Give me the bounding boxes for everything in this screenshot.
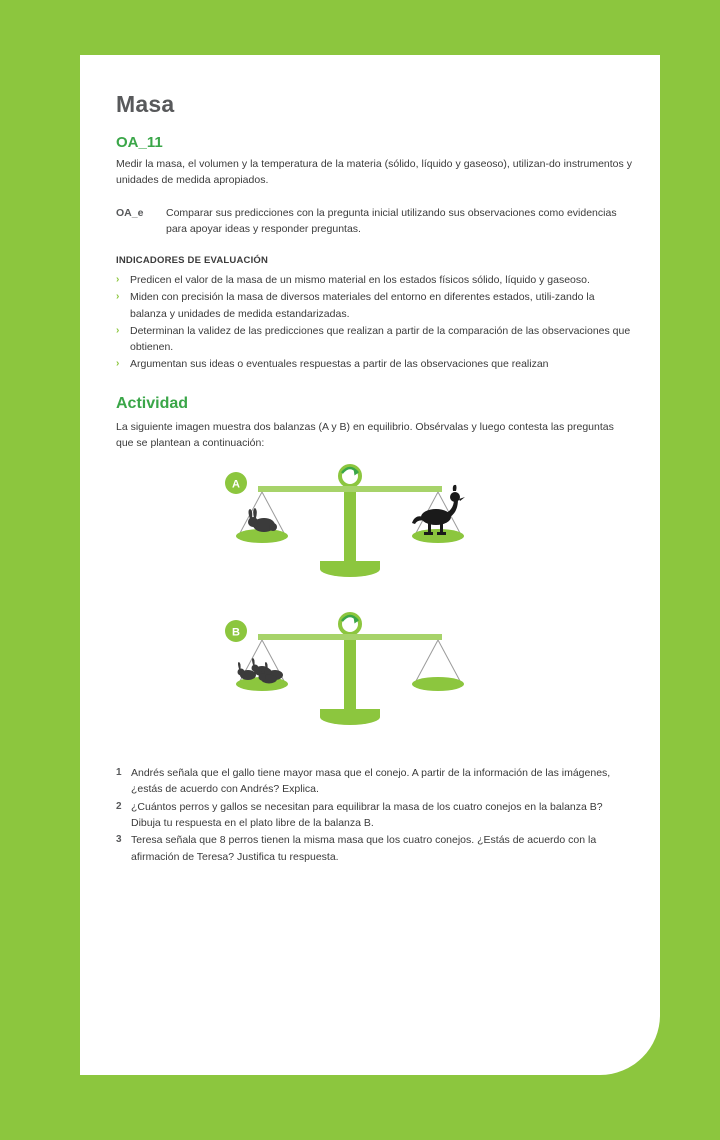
list-item: [116, 356, 632, 372]
balance-b-column: [344, 640, 356, 714]
questions-list: [116, 765, 632, 865]
indicators-title: INDICADORES DE EVALUACIÓN: [116, 255, 269, 267]
balance-b: [225, 614, 464, 725]
balance-a: [225, 466, 465, 577]
list-item: [116, 765, 632, 798]
balances-figure: [116, 461, 632, 751]
balance-b-label: B: [232, 626, 240, 639]
activity-intro: La siguiente imagen muestra dos balanzas (A y B) en equilibrio. Obsérvalas y luego contesta las preguntas que se plantean a continuación:: [116, 420, 614, 449]
oae-row: [116, 205, 632, 238]
indicator-text: Miden con precisión la masa de diversos materiales del entorno en diferentes estados, utili-zando la balanza y unidades de medida estandarizadas.: [130, 291, 595, 320]
balance-a-pan-right: [412, 529, 464, 543]
balance-a-beam: [258, 486, 442, 492]
list-item: [116, 272, 632, 288]
chevron-right-icon: ›: [116, 324, 120, 336]
indicator-text: Determinan la validez de las predicciones que realizan a partir de la comparación de las observaciones que obtienen.: [130, 324, 631, 354]
chevron-right-icon: ›: [116, 274, 120, 286]
question-number: 2: [116, 800, 122, 812]
indicator-text: Predicen el valor de la masa de un mismo material en los estados físicos sólido, líquido y gaseoso.: [130, 274, 590, 287]
balance-b-string-right-1: [416, 640, 438, 681]
balances-illustration: [174, 461, 574, 751]
list-item: [116, 323, 632, 356]
balance-b-beam: [258, 634, 442, 640]
page-title: Masa: [116, 91, 175, 117]
balance-b-string-right-2: [438, 640, 460, 681]
balance-a-label: A: [232, 478, 240, 491]
oae-description: Comparar sus predicciones con la pregunta inicial utilizando sus observaciones como evidencias para apoyar ideas y responder preguntas.: [166, 206, 617, 235]
balance-b-base-plate: [320, 709, 380, 717]
oae-code: OA_e: [116, 206, 144, 219]
question-number: 3: [116, 834, 122, 846]
indicator-text: Argumentan sus ideas o eventuales respuestas a partir de las observaciones que realizan: [130, 358, 549, 371]
chevron-right-icon: ›: [116, 291, 120, 303]
balance-a-column: [344, 492, 356, 566]
question-number: 1: [116, 767, 122, 779]
question-text: Teresa señala que 8 perros tienen la misma masa que los cuatro conejos. ¿Estás de acuerdo con la afirmación de Teresa? Justifica tu respuesta.: [131, 834, 597, 863]
balance-a-base-plate: [320, 561, 380, 569]
oa-code: OA_11: [116, 134, 163, 151]
activity-title: Actividad: [116, 394, 189, 412]
oa-description: Medir la masa, el volumen y la temperatura de la materia (sólido, líquido y gaseoso), utilizan-do instrumentos y unidades de medida apropiados.: [116, 158, 632, 187]
question-text: ¿Cuántos perros y gallos se necesitan para equilibrar la masa de los cuatro conejos en la balanza B? Dibuja tu respuesta en el plato libre de la balanza B.: [131, 800, 603, 829]
document-page: [80, 55, 660, 1075]
question-text: Andrés señala que el gallo tiene mayor masa que el conejo. A partir de la información de las imágenes, ¿estás de acuerdo con Andrés? Explica.: [131, 767, 611, 796]
balance-b-pan-right-empty: [412, 677, 464, 691]
chevron-right-icon: ›: [116, 358, 120, 370]
list-item: [116, 832, 632, 865]
list-item: [116, 289, 632, 322]
document-content: [116, 91, 632, 866]
indicators-list: [116, 272, 632, 373]
list-item: [116, 799, 632, 832]
